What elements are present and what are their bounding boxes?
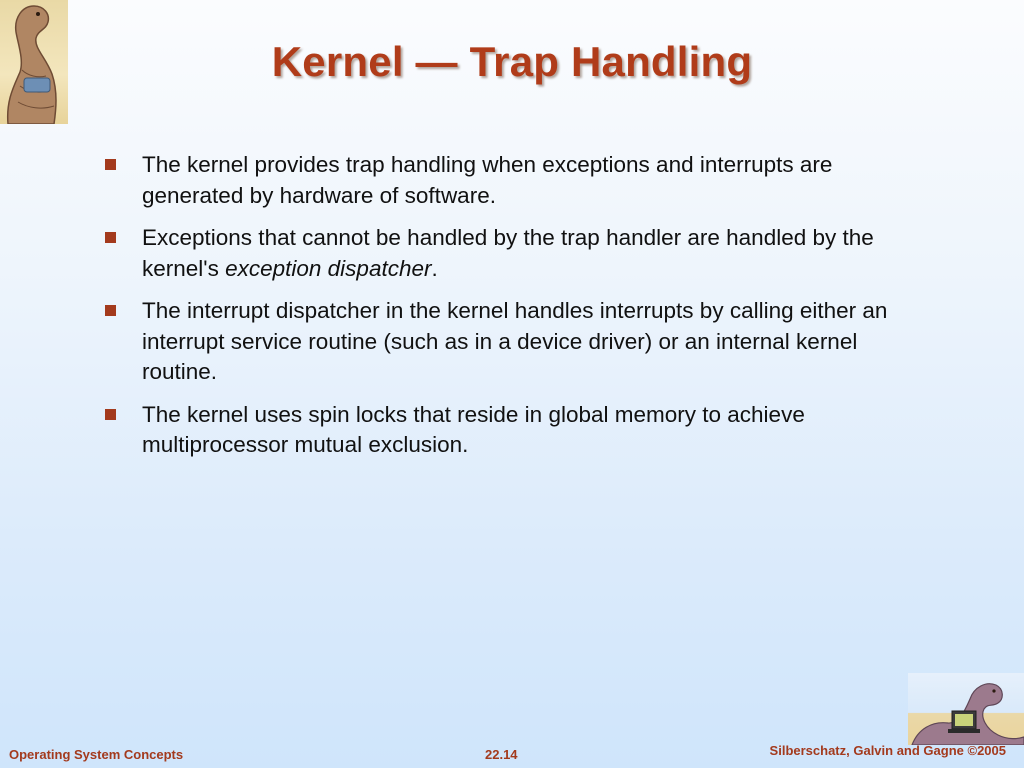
- square-bullet-icon: [105, 232, 116, 243]
- footer-course-title: Operating System Concepts: [9, 747, 184, 762]
- bullet-text: The kernel provides trap handling when exceptions and interrupts are generated by hardware of software.: [142, 152, 833, 208]
- bullet-item: [104, 223, 904, 284]
- square-bullet-icon: [105, 409, 116, 420]
- square-bullet-icon: [105, 159, 116, 170]
- bullet-list: [104, 150, 904, 473]
- bullet-text: The kernel uses spin locks that reside in global memory to achieve multiprocessor mutual exclusion.: [142, 401, 805, 457]
- footer-page-number: 22.14: [485, 747, 518, 762]
- slide-title: Kernel — Trap Handling: [271, 38, 753, 85]
- bullet-text: Exceptions that cannot be handled by the trap handler are handled by the kernel's: [142, 225, 874, 281]
- bullet-emphasis: exception dispatcher: [225, 255, 432, 281]
- square-bullet-icon: [105, 305, 116, 316]
- bullet-text-end: .: [431, 255, 438, 281]
- bullet-text: The interrupt dispatcher in the kernel handles interrupts by calling either an interrupt service routine (such as in a device driver) or an internal kernel routine.: [142, 298, 888, 384]
- footer-copyright: Silberschatz, Galvin and Gagne ©2005: [769, 743, 1006, 758]
- bullet-item: [104, 296, 904, 388]
- dinosaur-laptop-illustration: [908, 673, 1024, 745]
- bullet-item: [104, 400, 904, 461]
- bullet-item: [104, 150, 904, 211]
